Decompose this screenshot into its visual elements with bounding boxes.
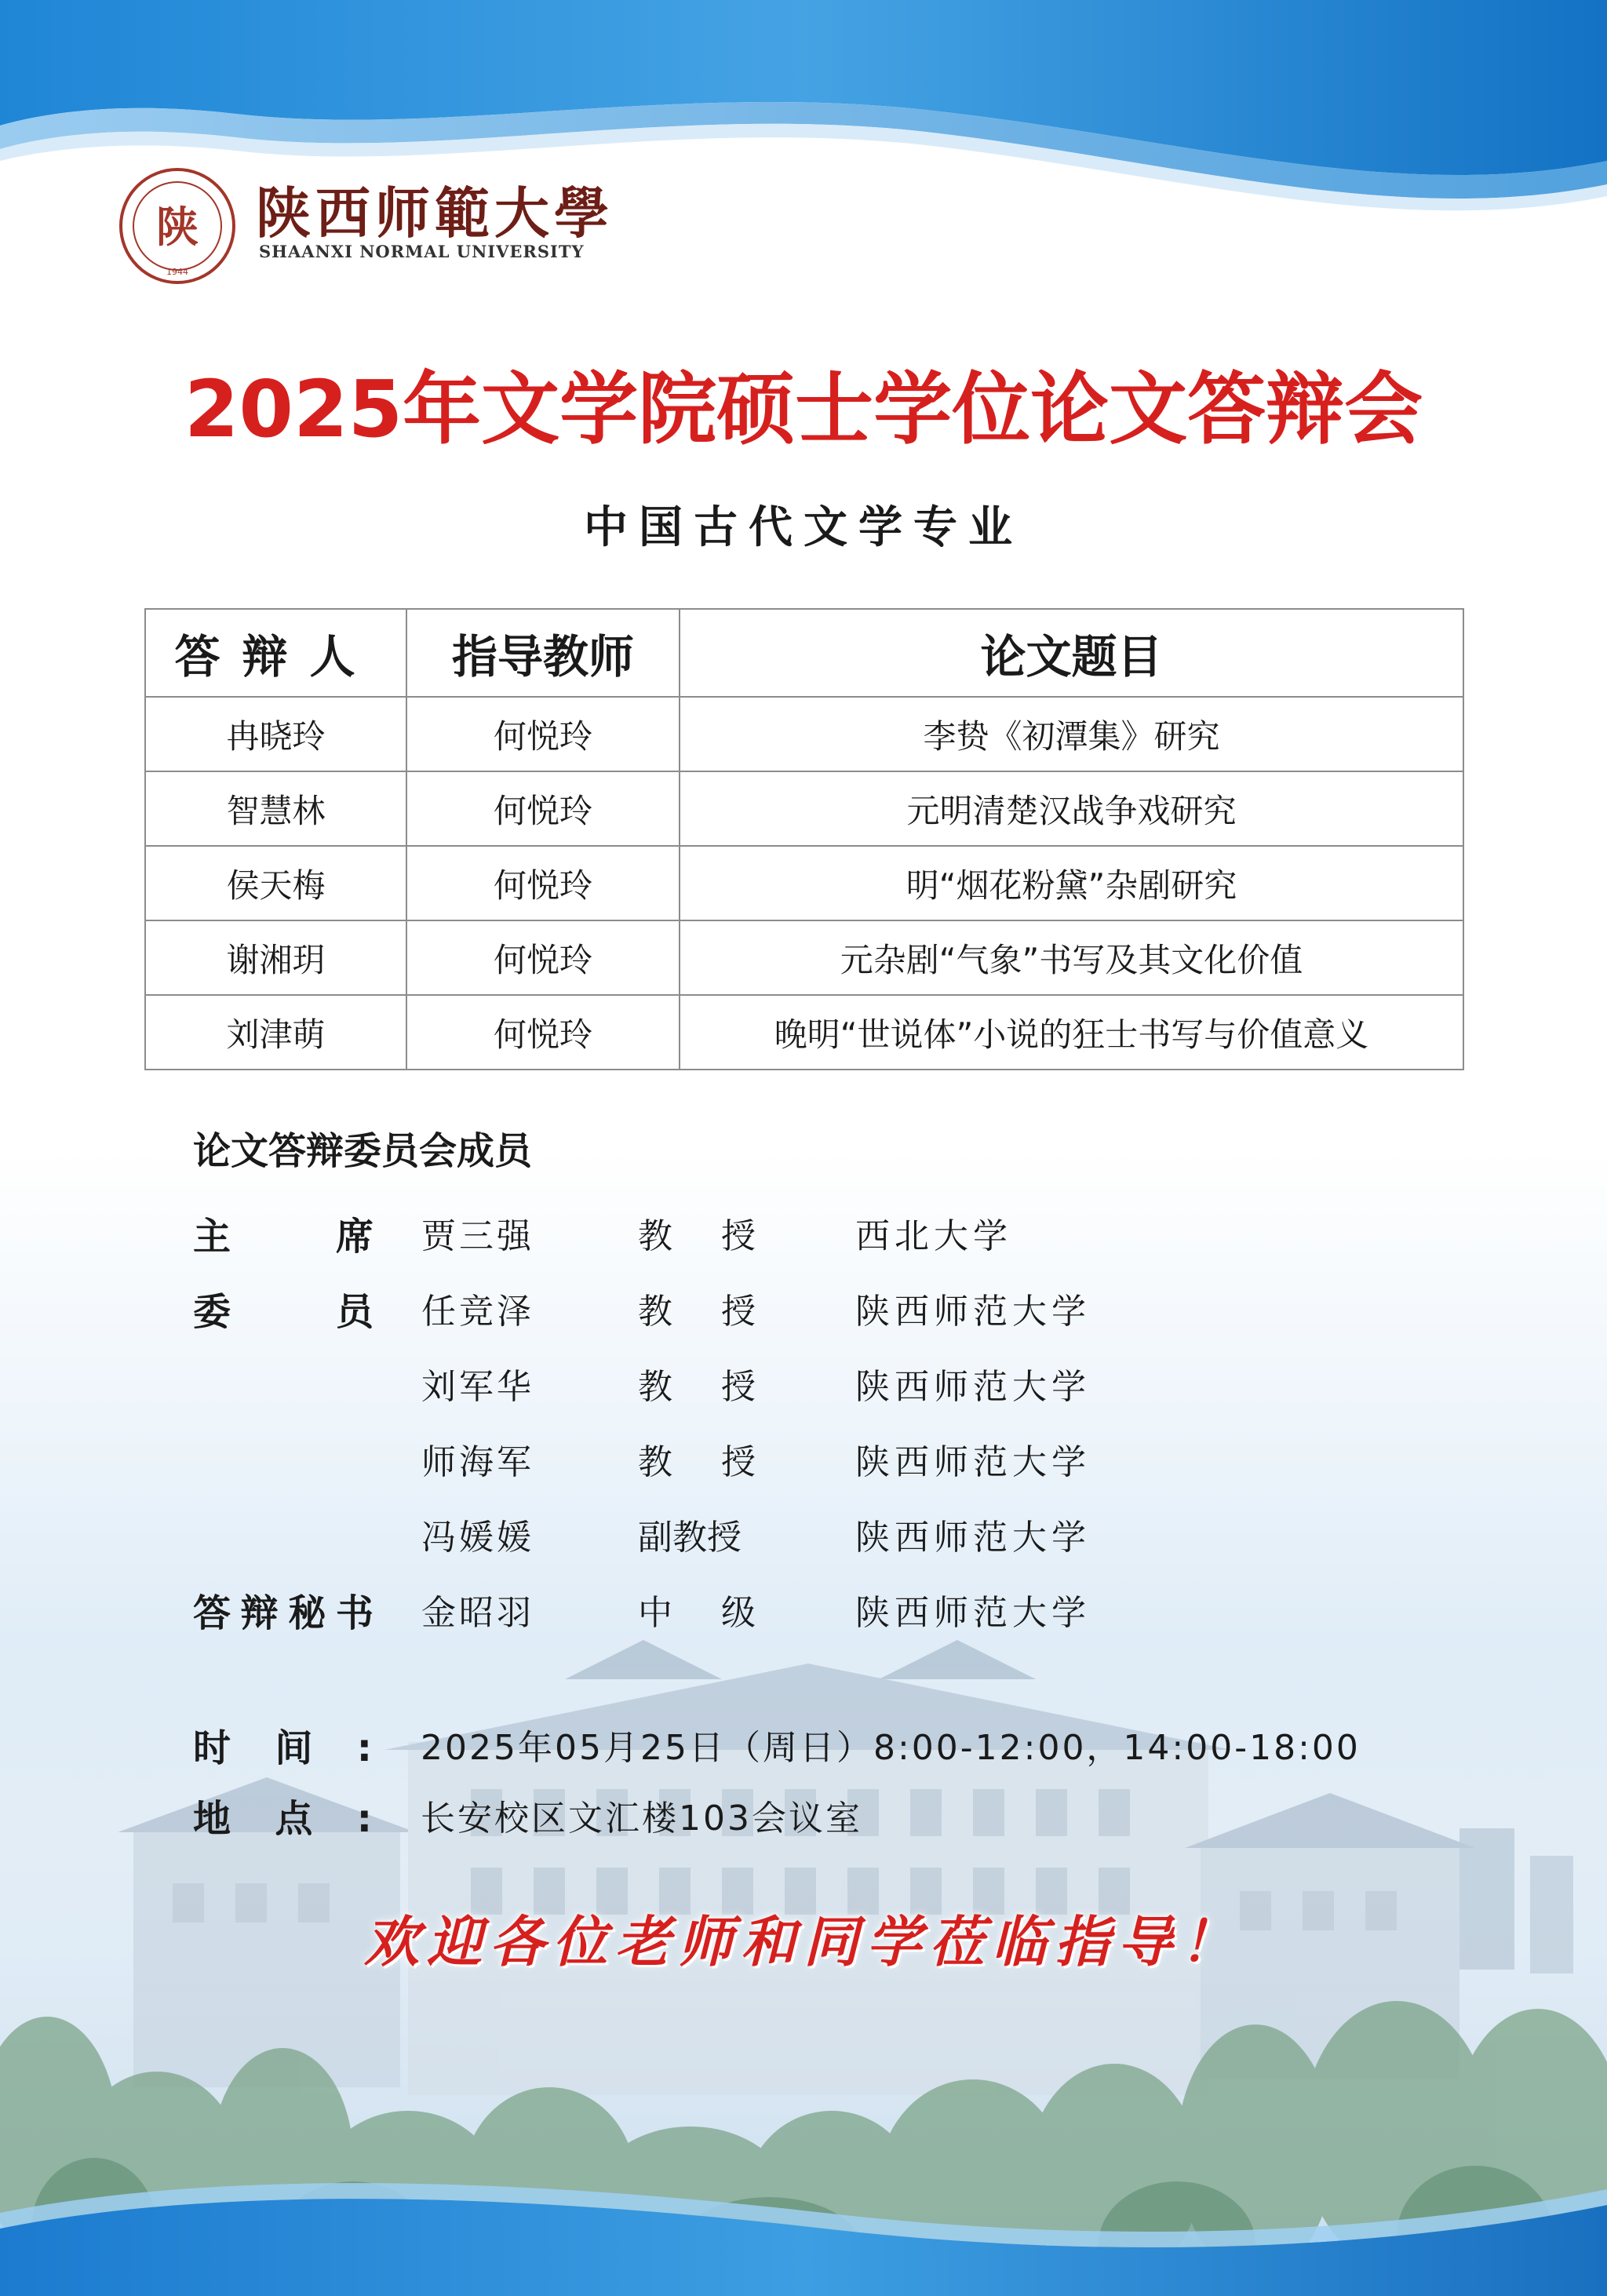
member-name: 刘军华 bbox=[421, 1367, 534, 1407]
welcome-slogan: 欢迎各位老师和同学莅临指导！ bbox=[364, 1909, 1243, 1974]
university-name-en: SHAANXI NORMAL UNIVERSITY bbox=[259, 242, 585, 261]
page-title: 2025年文学院硕士学位论文答辩会 bbox=[184, 363, 1423, 455]
committee-row-secretary bbox=[0, 1582, 1607, 1645]
member-title: 教授 bbox=[638, 1216, 756, 1256]
place-label: 地点: bbox=[193, 1797, 372, 1841]
member-institution: 陕西师范大学 bbox=[855, 1593, 1091, 1633]
advisor-name: 何悦玲 bbox=[406, 846, 680, 920]
header-student: 答辩人 bbox=[145, 609, 406, 697]
committee-row-chair bbox=[0, 1205, 1607, 1268]
member-name: 金昭羽 bbox=[421, 1593, 534, 1633]
member-title: 中级 bbox=[638, 1593, 756, 1633]
member-name: 贾三强 bbox=[421, 1216, 534, 1256]
seal-year: 1944 bbox=[166, 267, 188, 277]
advisor-name: 何悦玲 bbox=[406, 920, 680, 995]
university-seal-icon bbox=[118, 166, 237, 286]
committee-role: 委员 bbox=[193, 1290, 374, 1334]
thesis-title: 晚明“世说体”小说的狂士书写与价值意义 bbox=[680, 995, 1463, 1070]
committee-heading: 论文答辩委员会成员 bbox=[193, 1129, 533, 1173]
member-institution: 陕西师范大学 bbox=[855, 1518, 1091, 1558]
member-title: 教授 bbox=[638, 1367, 756, 1407]
member-name: 任竞泽 bbox=[421, 1292, 534, 1332]
committee-row-member bbox=[0, 1281, 1607, 1343]
member-institution: 陕西师范大学 bbox=[855, 1442, 1091, 1482]
student-name: 谢湘玥 bbox=[145, 920, 406, 995]
table-row bbox=[145, 771, 1463, 846]
table-row bbox=[145, 846, 1463, 920]
time-value: 2025年05月25日（周日）8:00-12:00，14:00-18:00 bbox=[421, 1728, 1361, 1768]
table-row bbox=[145, 995, 1463, 1070]
member-title: 教授 bbox=[638, 1442, 756, 1482]
student-name: 智慧林 bbox=[145, 771, 406, 846]
thesis-title: 李贽《初潭集》研究 bbox=[680, 697, 1463, 771]
header-advisor: 指导教师 bbox=[406, 609, 680, 697]
member-name: 师海军 bbox=[421, 1442, 534, 1482]
table-header-row bbox=[145, 609, 1463, 697]
committee-role: 答辩秘书 bbox=[193, 1591, 374, 1635]
top-wave-banner bbox=[0, 0, 1607, 235]
committee-row-member bbox=[0, 1507, 1607, 1569]
committee-row-member bbox=[0, 1356, 1607, 1419]
member-institution: 陕西师范大学 bbox=[855, 1292, 1091, 1332]
member-institution: 西北大学 bbox=[855, 1216, 1012, 1256]
student-name: 冉晓玲 bbox=[145, 697, 406, 771]
thesis-table bbox=[144, 608, 1464, 1070]
thesis-title: 明“烟花粉黛”杂剧研究 bbox=[680, 846, 1463, 920]
member-name: 冯媛媛 bbox=[421, 1518, 534, 1558]
advisor-name: 何悦玲 bbox=[406, 771, 680, 846]
student-name: 刘津萌 bbox=[145, 995, 406, 1070]
major-subtitle: 中国古代文学专业 bbox=[584, 501, 1023, 553]
time-row bbox=[0, 1717, 1607, 1780]
seal-character: 陕 bbox=[156, 202, 199, 252]
student-name: 侯天梅 bbox=[145, 846, 406, 920]
table-row bbox=[145, 920, 1463, 995]
committee-row-member bbox=[0, 1431, 1607, 1494]
member-title: 副教授 bbox=[638, 1518, 742, 1558]
member-institution: 陕西师范大学 bbox=[855, 1367, 1091, 1407]
thesis-title: 元明清楚汉战争戏研究 bbox=[680, 771, 1463, 846]
place-row bbox=[0, 1788, 1607, 1850]
university-name-cn: 陕西师範大學 bbox=[256, 180, 614, 246]
thesis-title: 元杂剧“气象”书写及其文化价值 bbox=[680, 920, 1463, 995]
table-row bbox=[145, 697, 1463, 771]
committee-role: 主席 bbox=[193, 1215, 374, 1259]
time-label: 时间: bbox=[193, 1726, 372, 1770]
advisor-name: 何悦玲 bbox=[406, 697, 680, 771]
header-thesis-title: 论文题目 bbox=[680, 609, 1463, 697]
advisor-name: 何悦玲 bbox=[406, 995, 680, 1070]
place-value: 长安校区文汇楼103会议室 bbox=[421, 1799, 862, 1839]
member-title: 教授 bbox=[638, 1292, 756, 1332]
